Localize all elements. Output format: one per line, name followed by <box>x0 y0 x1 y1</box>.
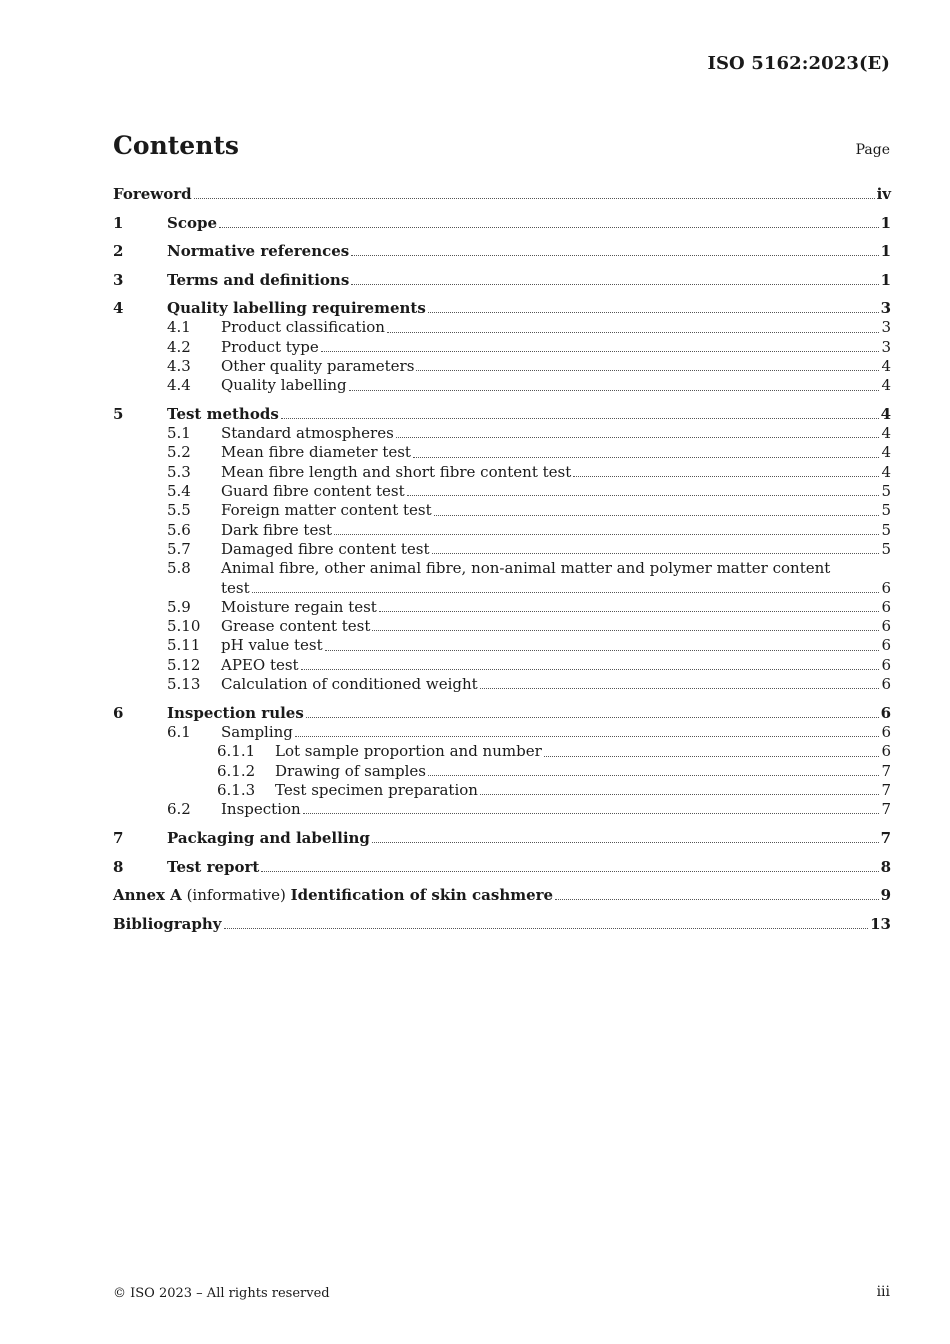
toc-entry-6-1-1[interactable] <box>113 742 891 761</box>
toc-entry-4[interactable] <box>113 298 891 318</box>
toc-page: 6 <box>881 617 891 636</box>
toc-number: 3 <box>113 270 124 289</box>
toc-page: 6 <box>881 675 891 694</box>
toc-title: Identification of skin cashmere <box>290 886 554 905</box>
toc-page: 4 <box>881 462 891 481</box>
toc-number: 4.3 <box>167 356 191 375</box>
toc-page: 13 <box>870 914 891 933</box>
toc-number: 5.12 <box>167 655 201 674</box>
toc-leader <box>321 351 880 352</box>
toc-title: Moisture regain test <box>221 597 377 616</box>
toc-entry-5-4[interactable] <box>113 482 891 501</box>
toc-leader <box>416 370 879 371</box>
toc-leader <box>301 669 880 670</box>
toc-leader <box>387 332 880 333</box>
toc-entry-4-1[interactable] <box>113 318 891 337</box>
toc-annex-type: (informative) <box>181 886 291 905</box>
toc-page: 6 <box>881 722 891 741</box>
toc-title-line-2-row <box>221 579 891 598</box>
toc-leader <box>396 437 880 438</box>
toc-leader <box>351 255 878 256</box>
toc-title: Lot sample proportion and number <box>275 742 542 761</box>
footer-copyright: © ISO 2023 – All rights reserved <box>113 1286 330 1301</box>
toc-number: 5.8 <box>167 559 191 578</box>
toc-number: 5.13 <box>167 675 201 694</box>
toc-number: 5.7 <box>167 539 191 558</box>
toc-entry-foreword[interactable] <box>113 184 891 204</box>
toc-title: APEO test <box>221 655 299 674</box>
toc-leader <box>224 928 869 929</box>
toc-page: 9 <box>880 886 891 905</box>
toc-title: Test report <box>167 857 260 876</box>
toc-page: 6 <box>881 597 891 616</box>
toc-entry-5-2[interactable] <box>113 443 891 462</box>
toc-page: 5 <box>881 539 891 558</box>
toc-entry-5-3[interactable] <box>113 463 891 482</box>
toc-entry-6-2[interactable] <box>113 800 891 819</box>
toc-title: Test specimen preparation <box>275 780 478 799</box>
toc-entry-annex-a[interactable] <box>113 885 891 905</box>
toc-title: Drawing of samples <box>275 761 426 780</box>
toc-page: 3 <box>881 318 891 337</box>
toc-number: 8 <box>113 857 124 876</box>
toc-entry-8[interactable] <box>113 857 891 877</box>
toc-page: 6 <box>881 578 891 597</box>
toc-entry-6[interactable] <box>113 703 891 723</box>
toc-page: 7 <box>880 828 891 847</box>
toc-title: Quality labelling requirements <box>167 299 426 318</box>
toc-title: Guard fibre content test <box>221 482 405 501</box>
toc-page: 1 <box>880 242 891 261</box>
toc-title: Product classification <box>221 318 385 337</box>
toc-title: Mean fibre diameter test <box>221 443 411 462</box>
toc-wrapped-title <box>221 559 891 598</box>
toc-entry-5-11[interactable] <box>113 636 891 655</box>
toc-leader <box>372 842 879 843</box>
toc-number: 5.3 <box>167 462 191 481</box>
toc-page: 6 <box>880 703 891 722</box>
toc-page: 7 <box>881 800 891 819</box>
document-id: ISO 5162:2023(E) <box>707 53 890 74</box>
toc-title: Test methods <box>167 405 279 424</box>
toc-number: 5.1 <box>167 424 191 443</box>
toc-page: 4 <box>880 405 891 424</box>
toc-page: 5 <box>881 520 891 539</box>
toc-page: 4 <box>881 356 891 375</box>
toc-title: Mean fibre length and short fibre content test <box>221 462 572 481</box>
toc-leader <box>379 611 880 612</box>
table-of-contents <box>113 184 891 934</box>
toc-entry-6-1-3[interactable] <box>113 781 891 800</box>
toc-title: Product type <box>221 337 319 356</box>
toc-number: 6 <box>113 703 124 722</box>
toc-page: 3 <box>881 337 891 356</box>
toc-page: 5 <box>881 482 891 501</box>
toc-leader <box>372 630 879 631</box>
toc-title: pH value test <box>221 636 323 655</box>
toc-page: 1 <box>880 270 891 289</box>
toc-number: 1 <box>113 213 124 232</box>
toc-page: 4 <box>881 424 891 443</box>
toc-leader <box>295 736 880 737</box>
toc-leader <box>480 794 880 795</box>
toc-entry-5-12[interactable] <box>113 656 891 675</box>
toc-number: 5.5 <box>167 501 191 520</box>
toc-title: Bibliography <box>113 914 222 933</box>
toc-page: 4 <box>881 376 891 395</box>
toc-leader <box>306 717 879 718</box>
toc-entry-7[interactable] <box>113 828 891 848</box>
toc-page: 5 <box>881 501 891 520</box>
toc-page: 8 <box>880 857 891 876</box>
toc-leader <box>544 756 880 757</box>
toc-title: Dark fibre test <box>221 520 333 539</box>
toc-leader <box>432 553 880 554</box>
toc-title: Quality labelling <box>221 376 347 395</box>
toc-entry-bibliography[interactable] <box>113 914 891 934</box>
toc-leader <box>194 198 875 199</box>
toc-page: 4 <box>881 443 891 462</box>
toc-page: iv <box>876 185 891 203</box>
toc-page: 1 <box>880 213 891 232</box>
toc-entry-5-8[interactable] <box>113 559 891 598</box>
toc-leader <box>413 457 880 458</box>
toc-title: Foreword <box>113 185 192 203</box>
toc-title: Other quality parameters <box>221 356 415 375</box>
toc-entry-5-7[interactable] <box>113 540 891 559</box>
toc-number: 5.6 <box>167 520 191 539</box>
toc-title: Standard atmospheres <box>221 424 394 443</box>
toc-title: Terms and definitions <box>167 270 350 289</box>
toc-title: Inspection rules <box>167 703 304 722</box>
toc-number: 5.2 <box>167 443 191 462</box>
toc-entry-4-2[interactable] <box>113 338 891 357</box>
toc-leader <box>261 871 878 872</box>
page-column-label: Page <box>855 142 890 158</box>
toc-number: 5.4 <box>167 482 191 501</box>
toc-title-line-1: Animal fibre, other animal fibre, non-animal matter and polymer matter content <box>221 559 831 578</box>
toc-leader <box>334 534 879 535</box>
toc-entry-6-1-2[interactable] <box>113 762 891 781</box>
toc-page: 7 <box>881 780 891 799</box>
toc-number: 5.10 <box>167 617 201 636</box>
toc-leader <box>303 813 880 814</box>
toc-entry-5-10[interactable] <box>113 617 891 636</box>
toc-number: 6.1.3 <box>217 780 256 799</box>
toc-leader <box>325 650 880 651</box>
toc-entry-3[interactable] <box>113 270 891 290</box>
toc-number: 6.1 <box>167 722 191 741</box>
toc-title: Inspection <box>221 800 301 819</box>
toc-title: Sampling <box>221 722 293 741</box>
toc-title: Scope <box>167 213 218 232</box>
toc-number: 6.1.1 <box>217 742 256 761</box>
toc-number: 5.11 <box>167 636 201 655</box>
toc-title: Normative references <box>167 242 350 261</box>
toc-leader <box>281 418 879 419</box>
toc-number: 5.9 <box>167 597 191 616</box>
toc-leader <box>407 495 880 496</box>
toc-title: Packaging and labelling <box>167 828 370 847</box>
toc-number: 6.1.2 <box>217 761 256 780</box>
toc-entry-5-9[interactable] <box>113 598 891 617</box>
toc-entry-5[interactable] <box>113 404 891 424</box>
toc-title: Damaged fibre content test <box>221 539 430 558</box>
toc-title: Calculation of conditioned weight <box>221 675 478 694</box>
toc-leader <box>351 284 878 285</box>
toc-number: 7 <box>113 828 124 847</box>
toc-entry-5-13[interactable] <box>113 675 891 694</box>
toc-page: 6 <box>881 636 891 655</box>
toc-leader <box>428 775 879 776</box>
toc-page: 3 <box>880 299 891 318</box>
toc-entry-4-4[interactable] <box>113 376 891 395</box>
toc-entry-5-1[interactable] <box>113 424 891 443</box>
toc-leader <box>434 515 880 516</box>
toc-number: 6.2 <box>167 800 191 819</box>
toc-title: Grease content test <box>221 617 371 636</box>
toc-page: 6 <box>881 742 891 761</box>
toc-leader <box>349 390 880 391</box>
toc-page: 7 <box>881 761 891 780</box>
toc-title: Foreign matter content test <box>221 501 432 520</box>
toc-number: 4.1 <box>167 318 191 337</box>
toc-number: 4.4 <box>167 376 191 395</box>
toc-number: 2 <box>113 242 124 261</box>
toc-leader <box>573 476 879 477</box>
toc-title-line-2: test <box>221 578 250 597</box>
toc-leader <box>252 592 880 593</box>
toc-annex-label: Annex A <box>113 886 182 905</box>
toc-leader <box>480 688 880 689</box>
toc-entry-5-5[interactable] <box>113 501 891 520</box>
toc-page: 6 <box>881 655 891 674</box>
toc-entry-5-6[interactable] <box>113 521 891 540</box>
toc-number: 4.2 <box>167 337 191 356</box>
toc-leader <box>555 899 878 900</box>
footer-page-number: iii <box>876 1284 890 1300</box>
page-title: Contents <box>113 131 240 160</box>
toc-number: 4 <box>113 299 124 318</box>
toc-leader <box>219 227 879 228</box>
toc-entry-2[interactable] <box>113 241 891 261</box>
toc-entry-6-1[interactable] <box>113 723 891 742</box>
toc-leader <box>428 312 879 313</box>
toc-entry-4-3[interactable] <box>113 357 891 376</box>
toc-number: 5 <box>113 405 124 424</box>
toc-entry-1[interactable] <box>113 213 891 233</box>
